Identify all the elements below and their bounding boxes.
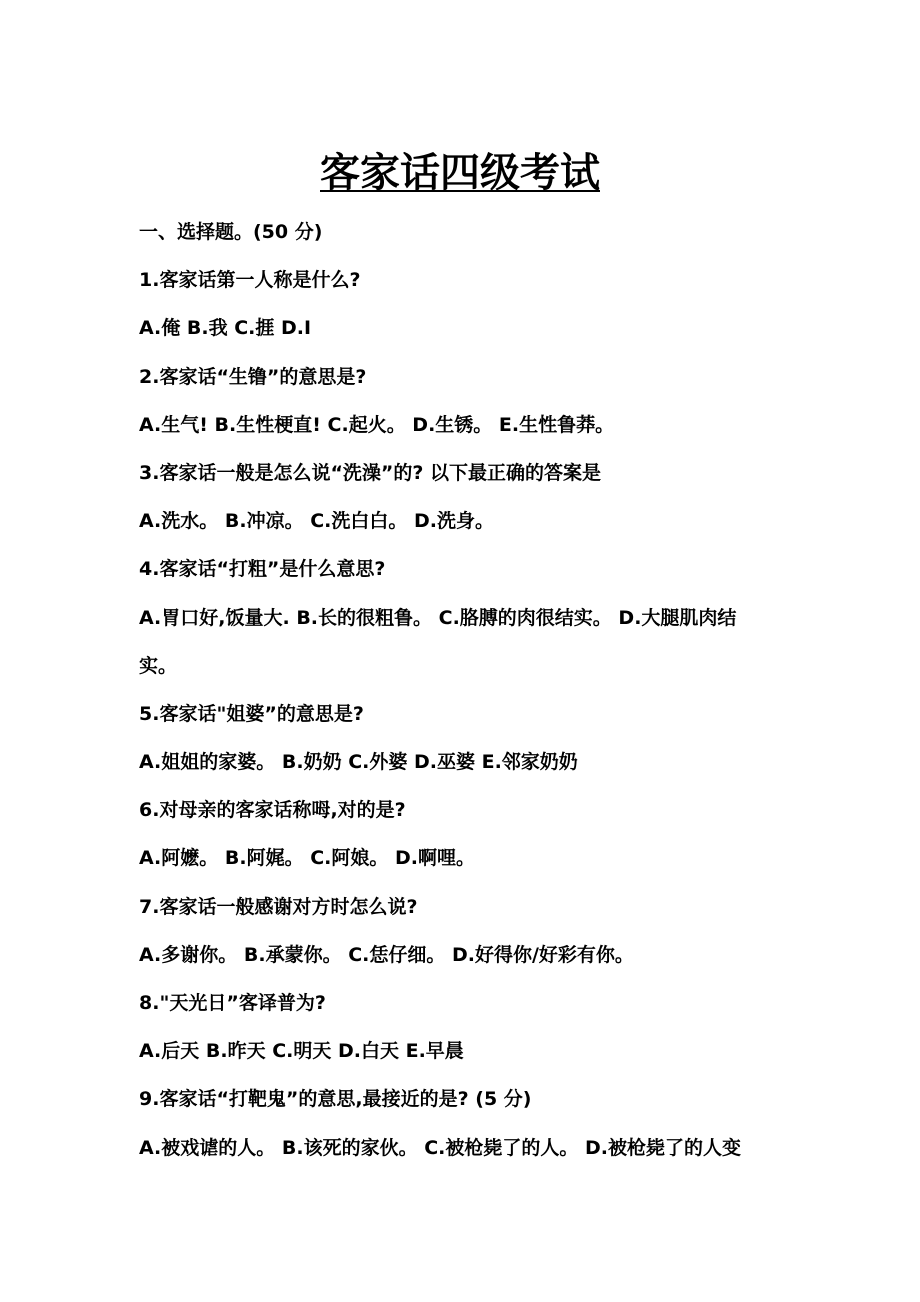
question-4: 4.客家话“打粗”是什么意思? (139, 558, 386, 581)
document-title: 客家话四级考试 (320, 150, 600, 196)
question-9: 9.客家话“打靶鬼”的意思,最接近的是? (5 分) (139, 1088, 532, 1111)
answer-options-1: A.俺 B.我 C.捱 D.I (139, 317, 312, 340)
answer-options-4-continued: 实。 (139, 654, 178, 677)
answer-options-4: A.胃口好,饭量大. B.长的很粗鲁。 C.胳膊的肉很结实。 D.大腿肌肉结 (139, 606, 737, 629)
answer-options-8: A.后天 B.昨天 C.明天 D.白天 E.早晨 (139, 1040, 464, 1063)
document-title-wrapper (0, 148, 920, 198)
question-2: 2.客家话“生镥”的意思是? (139, 365, 367, 388)
answer-options-2: A.生气! B.生性梗直! C.起火。 D.生锈。 E.生性鲁莽。 (139, 413, 615, 436)
answer-options-6: A.阿嬷。 B.阿娓。 C.阿娘。 D.啊哩。 (139, 847, 475, 870)
answer-options-3: A.洗水。 B.冲凉。 C.洗白白。 D.洗身。 (139, 510, 494, 533)
answer-options-5: A.姐姐的家婆。 B.奶奶 C.外婆 D.巫婆 E.邻家奶奶 (139, 751, 578, 774)
question-5: 5.客家话"姐婆”的意思是? (139, 702, 364, 725)
answer-options-7: A.多谢你。 B.承蒙你。 C.恁仔细。 D.好得你/好彩有你。 (139, 943, 634, 966)
question-8: 8."天光日”客译普为? (139, 992, 326, 1014)
document-body (139, 208, 799, 1172)
answer-options-9: A.被戏谑的人。 B.该死的家伙。 C.被枪毙了的人。 D.被枪毙了的人变 (139, 1136, 741, 1159)
question-6: 6.对母亲的客家话称呣,对的是? (139, 799, 406, 822)
question-1: 1.客家话第一人称是什么? (139, 269, 361, 292)
question-7: 7.客家话一般感谢对方时怎么说? (139, 895, 418, 918)
question-3: 3.客家话一般是怎么说“洗澡”的? 以下最正确的答案是 (139, 461, 602, 484)
section-heading: 一、选择题。(50 分) (139, 221, 323, 243)
